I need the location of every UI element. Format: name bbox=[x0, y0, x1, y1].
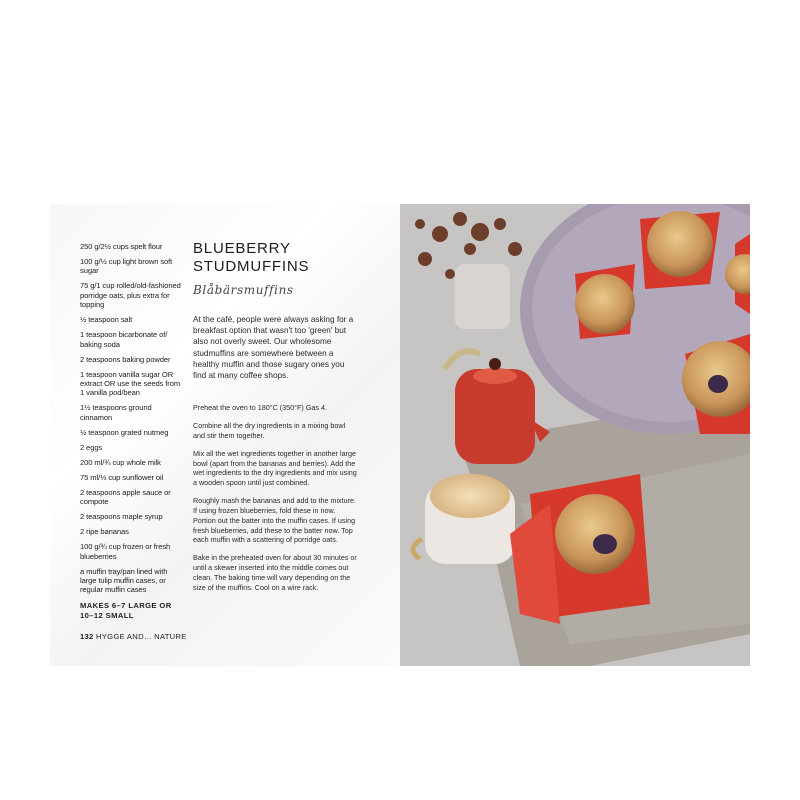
title-line: BLUEBERRY bbox=[193, 240, 291, 257]
ingredient: 75 g/1 cup rolled/old-fashioned porridge oats, plus extra for topping bbox=[80, 281, 181, 310]
ingredient: 100 g/¾ cup frozen or fresh blueberries bbox=[80, 542, 171, 561]
ingredient: ½ teaspoon grated nutmeg bbox=[80, 427, 169, 437]
ingredient: a muffin tray/pan lined with large tulip muffin cases, or regular muffin cases bbox=[80, 566, 168, 595]
ingredient: 1 teaspoon bicarbonate of/ baking soda bbox=[80, 330, 168, 349]
ingredient: 2 eggs bbox=[80, 442, 103, 452]
title-line: STUDMUFFINS bbox=[193, 258, 310, 275]
ingredient: ½ teaspoon salt bbox=[80, 315, 133, 325]
muffin bbox=[640, 211, 720, 289]
muffin bbox=[510, 474, 650, 624]
recipe-page bbox=[50, 204, 400, 666]
page-number: 132 bbox=[80, 632, 94, 641]
ingredient: 1½ teaspoons ground cinnamon bbox=[80, 403, 152, 422]
book-spread bbox=[50, 204, 750, 666]
method-step: Preheat the oven to 180°C (350°F) Gas 4. bbox=[193, 403, 328, 412]
ingredient: 75 ml/⅓ cup sunflower oil bbox=[80, 472, 164, 482]
method-step: Roughly mash the bananas and add to the mixture. If using frozen blueberries, fold these in now. Portion out the batter into the muffin cases. If using fresh blueberries, add these to the batter now. Top each muffin with a scattering of porridge oats. bbox=[193, 496, 357, 545]
ingredient: 1 teaspoon vanilla sugar OR extract OR use the seeds from 1 vanilla pod/bean bbox=[80, 369, 181, 398]
ingredients-list bbox=[80, 242, 184, 621]
method-step: Mix all the wet ingredients together in another large bowl (apart from the bananas and berries). Add the wet ingredients to the dry ingredients and mix using a wooden spoon until just combined. bbox=[193, 448, 357, 488]
page-footer bbox=[80, 632, 187, 641]
ingredient: 100 g/½ cup light brown soft sugar bbox=[80, 257, 173, 276]
vase bbox=[455, 264, 510, 329]
ingredient: 2 ripe bananas bbox=[80, 527, 129, 537]
recipe-subtitle: Blåbärsmuffins bbox=[193, 283, 294, 297]
ingredient: 2 teaspoons baking powder bbox=[80, 354, 171, 364]
section-name: HYGGE AND… NATURE bbox=[96, 632, 187, 641]
recipe-title bbox=[193, 240, 353, 276]
ingredient: 250 g/2½ cups spelt flour bbox=[80, 242, 163, 251]
method-step: Combine all the dry ingredients in a mixing bowl and stir them together. bbox=[193, 420, 346, 440]
ingredient: 200 ml/¾ cup whole milk bbox=[80, 457, 161, 467]
method bbox=[193, 403, 359, 601]
recipe-intro: At the café, people were always asking for a breakfast option that wasn't too 'green' but also not overly sweet. Our wholesome studmuffins are somewhere between a healthy muffin and those sugary ones you find at many coffee shops. bbox=[193, 315, 354, 381]
method-step: Bake in the preheated oven for about 30 minutes or until a skewer inserted into the middle comes out clean. The baking time will vary depending on the size of the muffins. Cool on a wire rack. bbox=[193, 553, 357, 592]
muffins-photo bbox=[400, 204, 750, 666]
yield: MAKES 6–7 LARGE OR 10–12 SMALL bbox=[80, 600, 172, 620]
muffin bbox=[575, 264, 635, 339]
ingredient: 2 teaspoons maple syrup bbox=[80, 512, 163, 522]
ingredient: 2 teaspoons apple sauce or compote bbox=[80, 487, 171, 507]
photo-page bbox=[400, 204, 750, 666]
